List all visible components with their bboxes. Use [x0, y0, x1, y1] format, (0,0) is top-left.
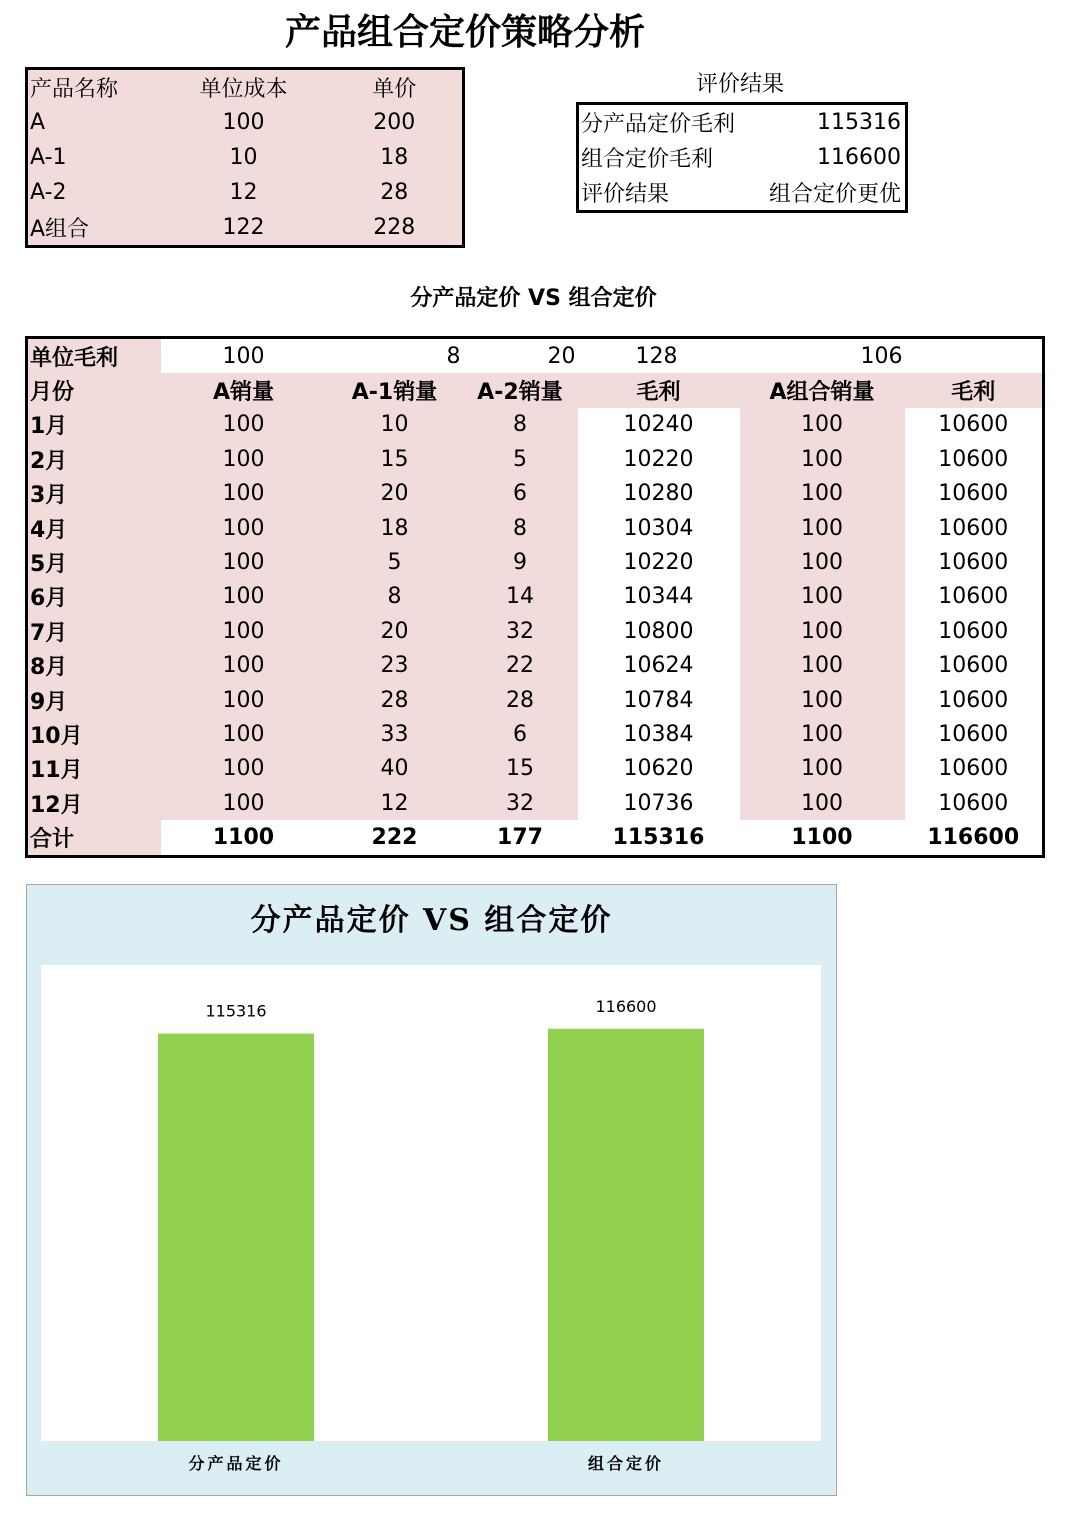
a2-sales-cell: 22: [463, 649, 578, 683]
separate-margin-cell: 10800: [578, 614, 740, 648]
separate-margin-cell: 10784: [578, 683, 740, 717]
total-cell: 1100: [740, 820, 905, 856]
table-row: [27, 175, 464, 210]
month-cell: 10月: [27, 717, 161, 751]
bundle-sales-cell: 100: [740, 408, 905, 442]
month-cell: 8月: [27, 649, 161, 683]
unit-margin-label: 单位毛利: [27, 338, 161, 374]
total-cell: 177: [463, 820, 578, 856]
a2-sales-cell: 6: [463, 717, 578, 751]
evaluation-value: 115316: [817, 110, 901, 135]
unit-margin-value: 106: [740, 338, 905, 374]
month-cell: 6月: [27, 580, 161, 614]
bundle-margin-cell: 10600: [905, 614, 1044, 648]
column-header: A组合销量: [740, 373, 905, 407]
bundle-sales-cell: 100: [740, 717, 905, 751]
a1-sales-cell: 10: [327, 408, 463, 442]
a-sales-cell: 100: [161, 649, 327, 683]
bundle-margin-cell: 10600: [905, 545, 1044, 579]
unit-cost: 10: [229, 145, 258, 170]
month-cell: 1月: [27, 408, 161, 442]
unit-price: 200: [373, 110, 416, 135]
product-name: A-1: [30, 145, 67, 170]
month-cell: 3月: [27, 477, 161, 511]
separate-margin-cell: 10384: [578, 717, 740, 751]
column-header: 毛利: [578, 373, 740, 407]
table-row: [27, 210, 464, 247]
bundle-margin-cell: 10600: [905, 649, 1044, 683]
month-cell: 9月: [27, 683, 161, 717]
a-sales-cell: 100: [161, 580, 327, 614]
bundle-margin-cell: 10600: [905, 786, 1044, 820]
header-product-name: 产品名称: [30, 77, 119, 102]
separate-margin-cell: 10736: [578, 786, 740, 820]
month-cell: 11月: [27, 752, 161, 786]
column-header: 毛利: [905, 373, 1044, 407]
bundle-sales-cell: 100: [740, 752, 905, 786]
table-row: [27, 105, 464, 140]
monthly-table-header: [27, 373, 1044, 407]
a2-sales-cell: 9: [463, 545, 578, 579]
a1-sales-cell: 18: [327, 511, 463, 545]
bundle-margin-cell: 10600: [905, 752, 1044, 786]
category-label: 分产品定价: [188, 1454, 284, 1473]
evaluation-value: 组合定价更优: [768, 182, 901, 207]
bundle-margin-cell: 10600: [905, 683, 1044, 717]
bundle-sales-cell: 100: [740, 477, 905, 511]
a1-sales-cell: 12: [327, 786, 463, 820]
a2-sales-cell: 28: [463, 683, 578, 717]
plot-area: [41, 965, 821, 1441]
product-name: A-2: [30, 180, 67, 205]
unit-cost: 100: [222, 110, 265, 135]
comparison-title: 分产品定价 VS 组合定价: [410, 286, 657, 311]
evaluation-label: 组合定价毛利: [581, 147, 714, 172]
table-row: [578, 140, 907, 175]
separate-margin-cell: 10280: [578, 477, 740, 511]
total-row: [27, 820, 1044, 856]
comparison-chart: [26, 884, 837, 1496]
bundle-margin-cell: 10600: [905, 717, 1044, 751]
unit-price: 28: [380, 180, 409, 205]
monthly-table: [25, 336, 1045, 858]
bundle-margin-cell: 10600: [905, 442, 1044, 476]
table-row: [27, 786, 1044, 820]
total-cell: 1100: [161, 820, 327, 856]
total-cell: 116600: [905, 820, 1044, 856]
bundle-margin-cell: 10600: [905, 511, 1044, 545]
bar-0: [158, 1034, 314, 1441]
a1-sales-cell: 33: [327, 717, 463, 751]
bundle-margin-cell: 10600: [905, 580, 1044, 614]
separate-margin-cell: 10624: [578, 649, 740, 683]
a1-sales-cell: 5: [327, 545, 463, 579]
data-label: 115316: [205, 1001, 267, 1021]
table-row: [27, 683, 1044, 717]
separate-margin-cell: 10220: [578, 545, 740, 579]
a1-sales-cell: 28: [327, 683, 463, 717]
total-cell: 222: [327, 820, 463, 856]
unit-margin-value: 20: [463, 338, 578, 374]
bundle-sales-cell: 100: [740, 786, 905, 820]
bundle-sales-cell: 100: [740, 580, 905, 614]
separate-margin-cell: 10620: [578, 752, 740, 786]
table-row: [27, 477, 1044, 511]
bundle-margin-cell: 10600: [905, 408, 1044, 442]
table-row: [27, 649, 1044, 683]
product-name: A组合: [30, 217, 90, 242]
table-row: [27, 408, 1044, 442]
a-sales-cell: 100: [161, 477, 327, 511]
table-row: [578, 104, 907, 141]
table-row: [27, 752, 1044, 786]
bundle-sales-cell: 100: [740, 545, 905, 579]
table-row: [27, 511, 1044, 545]
a-sales-cell: 100: [161, 614, 327, 648]
month-cell: 5月: [27, 545, 161, 579]
table-row: [578, 175, 907, 212]
a2-sales-cell: 5: [463, 442, 578, 476]
a1-sales-cell: 8: [327, 580, 463, 614]
unit-cost: 12: [229, 180, 258, 205]
header-unit-price: 单价: [372, 77, 417, 102]
total-cell: 115316: [578, 820, 740, 856]
evaluation-title: 评价结果: [695, 72, 784, 97]
empty-cell: [905, 338, 1044, 374]
total-cell: 合计: [27, 820, 161, 856]
table-row: [27, 140, 464, 175]
a-sales-cell: 100: [161, 683, 327, 717]
column-header: A-1销量: [327, 373, 463, 407]
unit-price: 228: [373, 215, 416, 240]
a-sales-cell: 100: [161, 511, 327, 545]
unit-margin-value: 128: [578, 338, 740, 374]
a2-sales-cell: 6: [463, 477, 578, 511]
a1-sales-cell: 40: [327, 752, 463, 786]
a2-sales-cell: 32: [463, 614, 578, 648]
column-header: 月份: [27, 373, 161, 407]
a2-sales-cell: 8: [463, 511, 578, 545]
evaluation-table: [576, 102, 908, 213]
table-row: [27, 717, 1044, 751]
a-sales-cell: 100: [161, 717, 327, 751]
separate-margin-cell: 10240: [578, 408, 740, 442]
evaluation-label: 评价结果: [581, 182, 670, 207]
separate-margin-cell: 10220: [578, 442, 740, 476]
bar-1: [548, 1029, 704, 1441]
unit-price: 18: [380, 145, 409, 170]
header-unit-cost: 单位成本: [199, 77, 288, 102]
bundle-sales-cell: 100: [740, 442, 905, 476]
unit-margin-value: 8: [327, 338, 463, 374]
month-cell: 2月: [27, 442, 161, 476]
bundle-sales-cell: 100: [740, 511, 905, 545]
unit-margin-value: 100: [161, 338, 327, 374]
chart-svg: [41, 965, 821, 1441]
bundle-sales-cell: 100: [740, 649, 905, 683]
data-label: 116600: [595, 996, 657, 1016]
a1-sales-cell: 20: [327, 614, 463, 648]
category-label: 组合定价: [587, 1454, 664, 1473]
a2-sales-cell: 8: [463, 408, 578, 442]
table-row: [27, 580, 1044, 614]
a-sales-cell: 100: [161, 442, 327, 476]
evaluation-value: 116600: [817, 145, 901, 170]
product-name: A: [30, 110, 46, 135]
a1-sales-cell: 20: [327, 477, 463, 511]
page-title: 产品组合定价策略分析: [284, 12, 645, 53]
bundle-sales-cell: 100: [740, 683, 905, 717]
a-sales-cell: 100: [161, 408, 327, 442]
month-cell: 4月: [27, 511, 161, 545]
a-sales-cell: 100: [161, 786, 327, 820]
table-row: [27, 442, 1044, 476]
a1-sales-cell: 23: [327, 649, 463, 683]
column-header: A-2销量: [463, 373, 578, 407]
separate-margin-cell: 10344: [578, 580, 740, 614]
month-cell: 12月: [27, 786, 161, 820]
bundle-margin-cell: 10600: [905, 477, 1044, 511]
column-header: A销量: [161, 373, 327, 407]
table-row: [27, 545, 1044, 579]
product-table: [25, 67, 465, 248]
evaluation-label: 分产品定价毛利: [581, 112, 736, 137]
a2-sales-cell: 14: [463, 580, 578, 614]
unit-cost: 122: [222, 215, 265, 240]
chart-title: 分产品定价 VS 组合定价: [250, 903, 613, 938]
a2-sales-cell: 32: [463, 786, 578, 820]
a-sales-cell: 100: [161, 545, 327, 579]
separate-margin-cell: 10304: [578, 511, 740, 545]
a-sales-cell: 100: [161, 752, 327, 786]
a2-sales-cell: 15: [463, 752, 578, 786]
month-cell: 7月: [27, 614, 161, 648]
a1-sales-cell: 15: [327, 442, 463, 476]
unit-margin-row: [27, 338, 1044, 374]
product-table-header: [27, 69, 464, 106]
bundle-sales-cell: 100: [740, 614, 905, 648]
table-row: [27, 614, 1044, 648]
